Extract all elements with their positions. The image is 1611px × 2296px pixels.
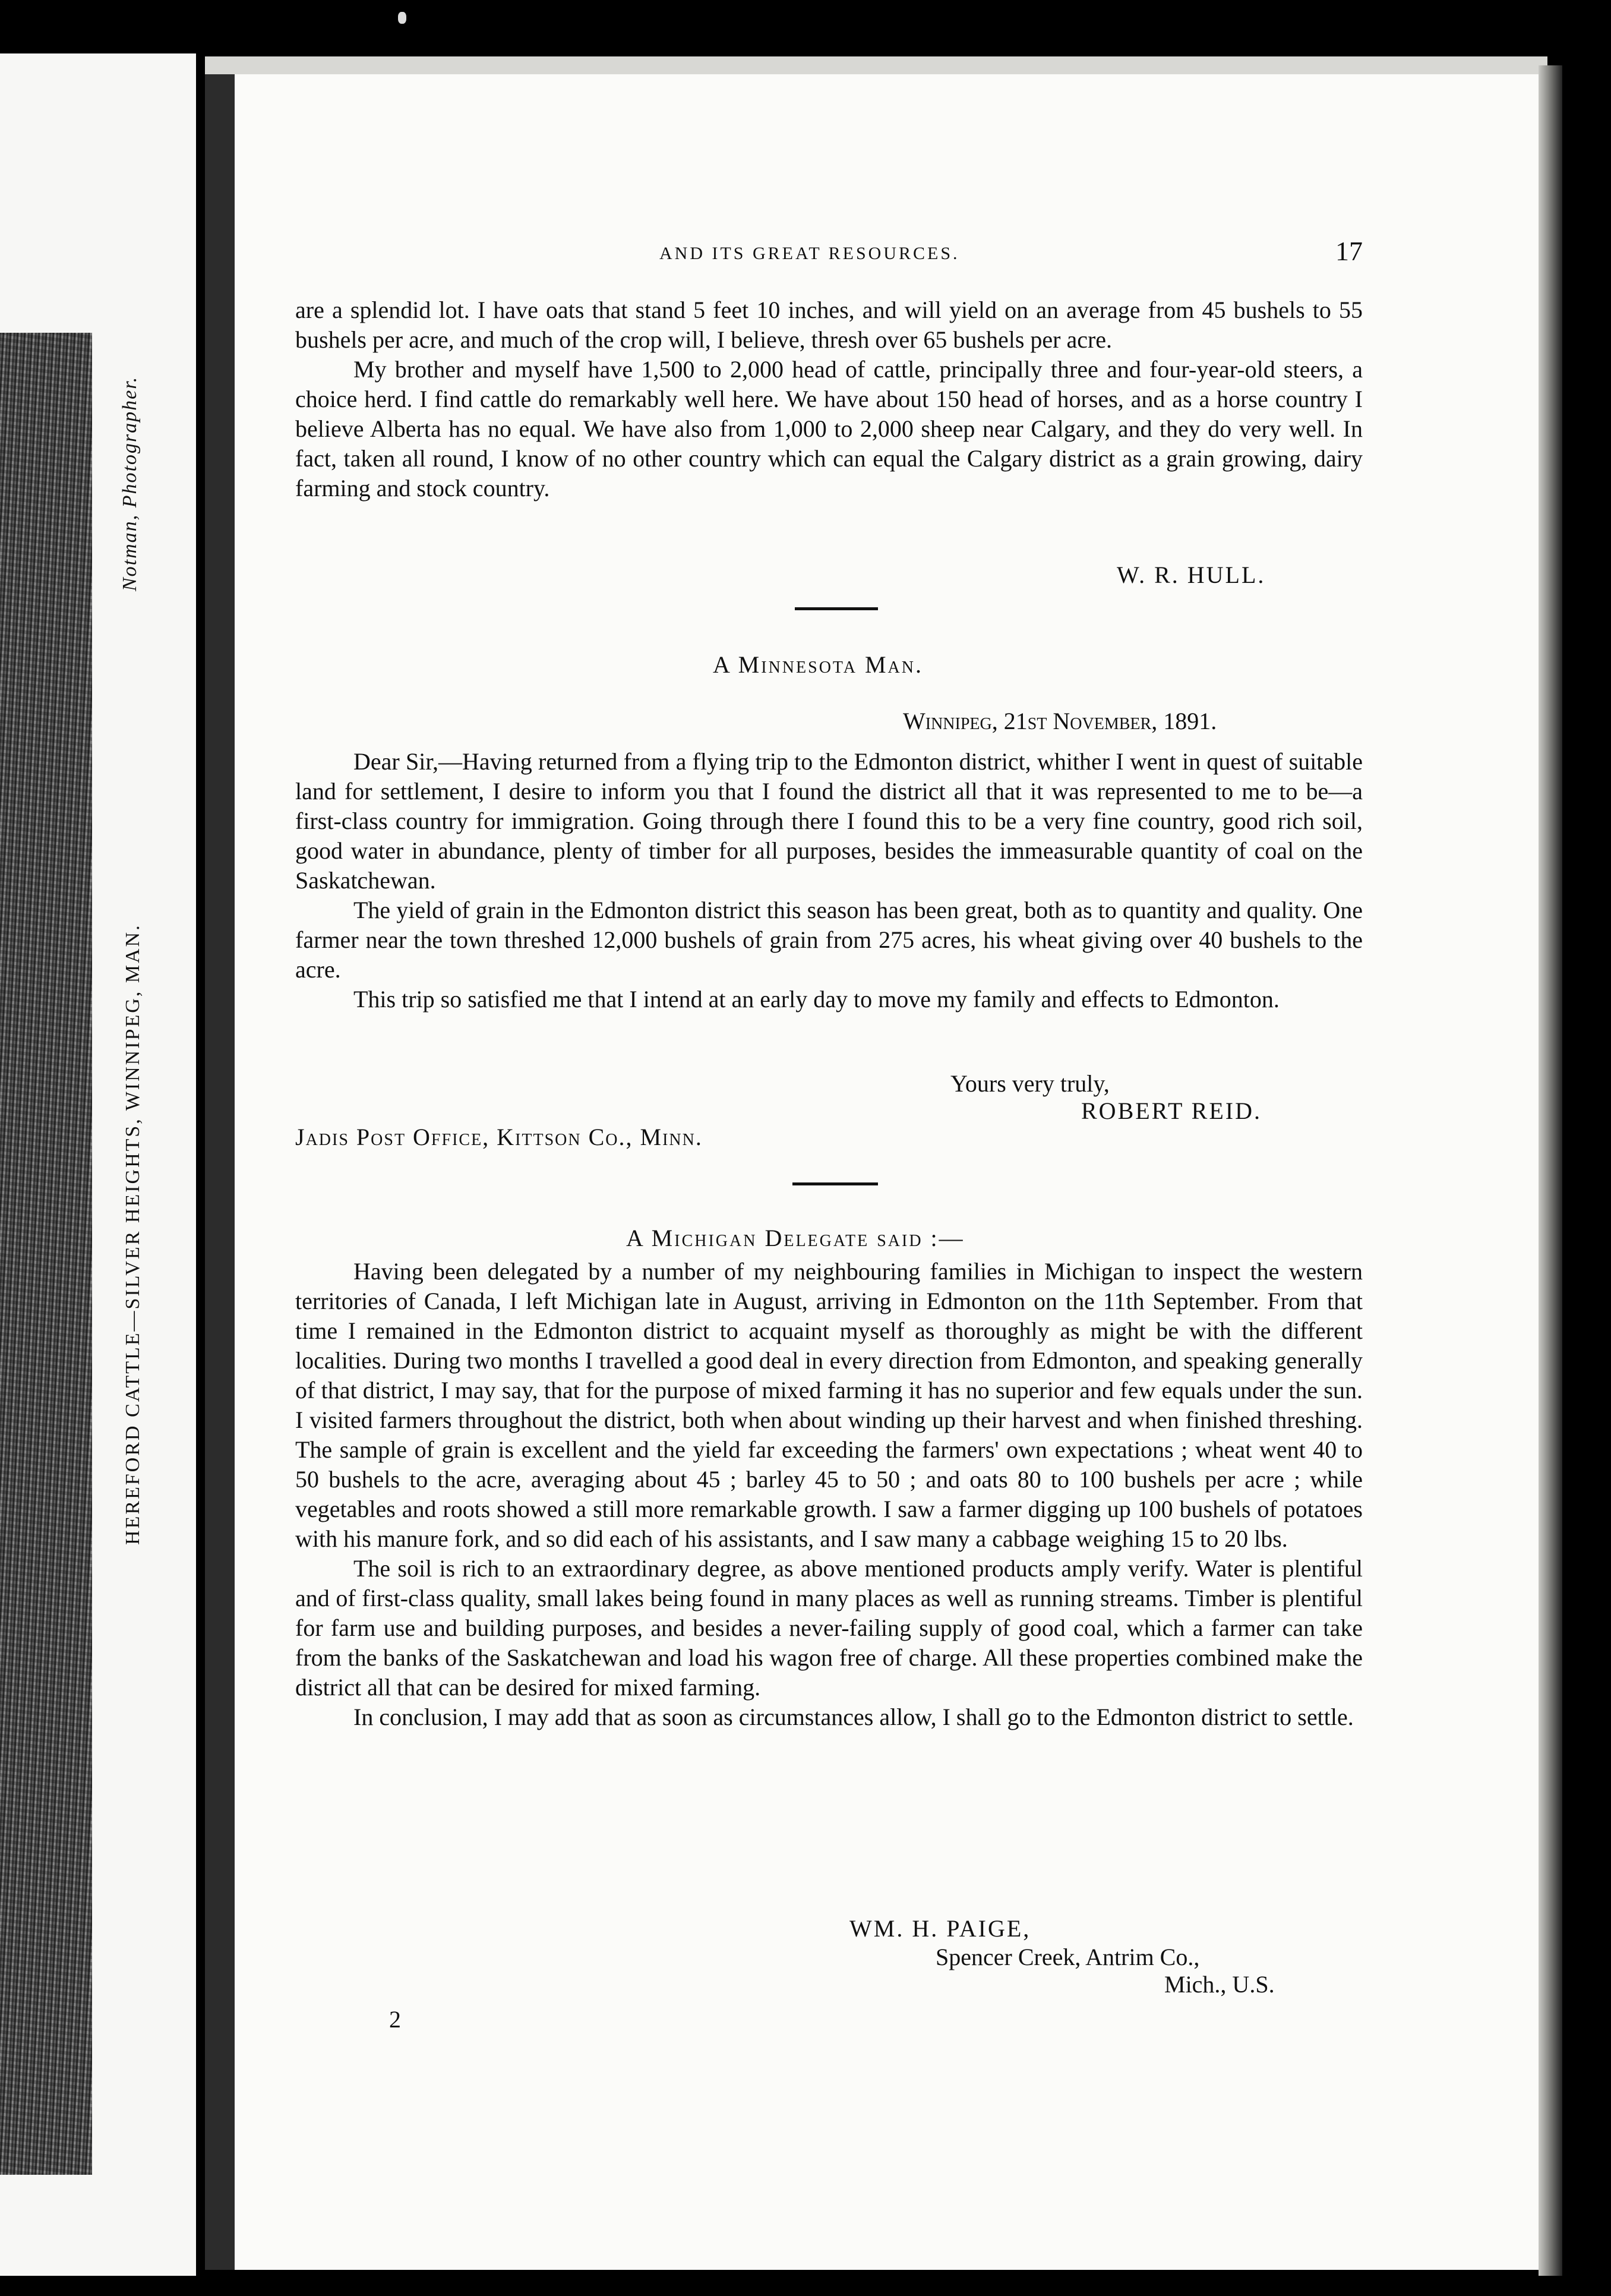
signature-paige: WM. H. PAIGE, (849, 1915, 1031, 1942)
section-divider (795, 607, 878, 610)
dateline: Winnipeg, 21st November, 1891. (903, 708, 1217, 734)
sender-address-line1: Spencer Creek, Antrim Co., (936, 1944, 1200, 1970)
section-heading-michigan: A Michigan Delegate said :— (626, 1225, 965, 1251)
section-divider (792, 1182, 878, 1185)
signature-reid: ROBERT REID. (1081, 1097, 1262, 1124)
facing-plate (0, 53, 196, 2276)
page-top-edge (205, 56, 1547, 74)
paragraph: My brother and myself have 1,500 to 2,000 head of cattle, principally three and four-year-old steers, a choice herd. I find cattle do remarkably well here. We have about 150 head of horses, and as a horse country I believe Alberta has no equal. We have also from 1,000 to 2,000 sheep near Calgary, and they do very well. In fact, taken all round, I know of no other country which can equal the Calgary district as a grain growing, dairy farming and stock country. (295, 356, 1363, 502)
signature-hull: W. R. HULL. (1117, 562, 1266, 588)
page-number: 17 (1335, 236, 1363, 266)
sender-address: Jadis Post Office, Kittson Co., Minn. (295, 1124, 703, 1150)
paragraph: The yield of grain in the Edmonton district this season has been great, both as to quantity and quality. One farmer near the town threshed 12,000 bushels of grain from 275 acres, his wheat giving over 40 bushels to the acre. (295, 897, 1363, 983)
letter-reid-body (295, 747, 1363, 1014)
closing: Yours very truly, (950, 1070, 1110, 1097)
paragraph: The soil is rich to an extraordinary degree, as above mentioned products amply verify. Water is plentiful and of first-class quality, small lakes being found in many places as well as running streams. Timber is plentiful for farm use and building purposes, and besides a never-failing supply of good coal, which a farmer can take from the banks of the Saskatchewan and load his wagon free of charge. All these properties combined make the district all that can be desired for mixed farming. (295, 1555, 1363, 1701)
page-right-edge (1539, 65, 1562, 2276)
plate-photograph-edge (0, 333, 92, 2175)
printer-signature-mark: 2 (389, 2006, 401, 2033)
section-heading-minnesota: A Minnesota Man. (713, 651, 923, 678)
letter-paige-body (295, 1257, 1363, 1732)
plate-caption: HEREFORD CATTLE—SILVER HEIGHTS, WINNIPEG, MAN. (122, 923, 144, 1545)
paragraph: Having been delegated by a number of my neighbouring families in Michigan to inspect the western territories of Canada, I left Michigan late in August, arriving in Edmonton on the 11th September. From that time I remained in the Edmonton district to acquaint myself as thoroughly as might be with the different localities. During two months I travelled a good deal in every direction from Edmonton, and speaking generally of that district, I may say, that for the purpose of mixed farming it has no superior and few equals under the sun. I visited farmers throughout the district, both when about winding up their harvest and when finished threshing. The sample of grain is excellent and the yield far exceeding the farmers' own expectations ; wheat went 40 to 50 bushels to the acre, averaging about 45 ; barley 45 to 50 ; and oats 80 to 100 bushels per acre ; while vegetables and roots showed a still more remarkable growth. I saw a farmer digging up 100 bushels of potatoes with his manure fork, and so did each of his assistants, and I saw many a cabbage weighing 15 to 20 lbs. (295, 1258, 1363, 1552)
ink-blot (398, 12, 406, 24)
paragraph: This trip so satisfied me that I intend at an early day to move my family and effects to Edmonton. (353, 986, 1280, 1013)
photographer-credit: Notman, Photographer. (119, 376, 141, 591)
letter-hull-body (295, 295, 1363, 503)
running-head: AND ITS GREAT RESOURCES. (659, 244, 960, 263)
paragraph: are a splendid lot. I have oats that stand 5 feet 10 inches, and will yield on an average from 45 bushels to 55 bushels per acre, and much of the crop will, I believe, thresh over 65 bushels per acre. (295, 297, 1363, 353)
sender-address-line2: Mich., U.S. (1164, 1971, 1275, 1998)
paragraph: Dear Sir,—Having returned from a flying trip to the Edmonton district, whither I went in quest of suitable land for settlement, I desire to inform you that I found the district all that it was represented to me to be—a first-class country for immigration. Going through there I found this to be a very fine country, good rich soil, good water in abundance, plenty of timber for all purposes, besides the immeasurable quantity of coal on the Saskatchewan. (295, 748, 1363, 894)
paragraph: In conclusion, I may add that as soon as circumstances allow, I shall go to the Edmonton district to settle. (353, 1704, 1354, 1730)
